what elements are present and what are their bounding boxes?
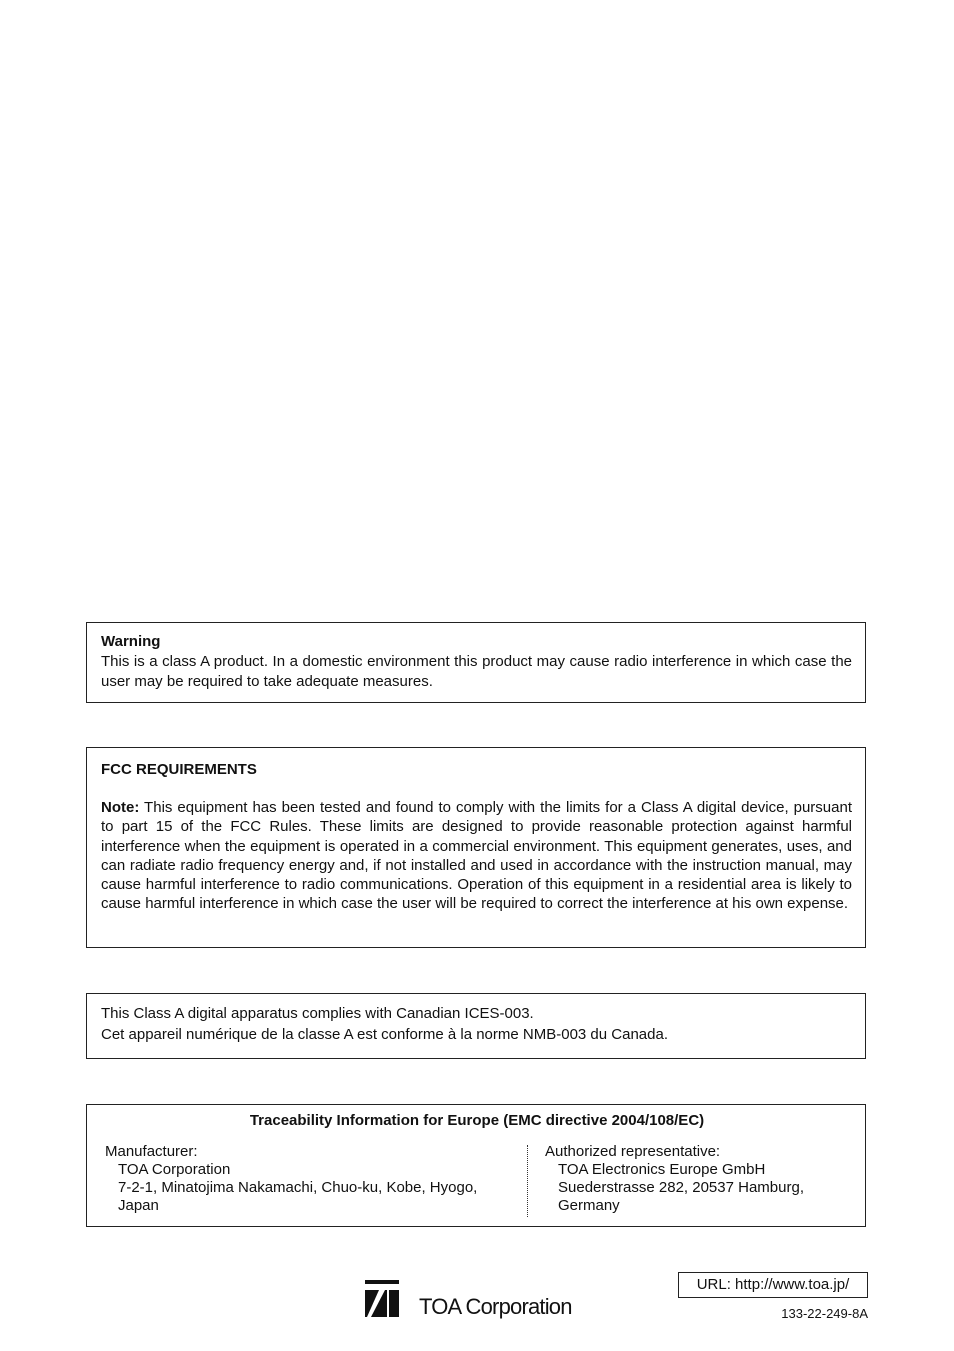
- representative-address-line1: Suederstrasse 282, 20537 Hamburg,: [558, 1179, 804, 1196]
- manufacturer-name: TOA Corporation: [118, 1161, 231, 1178]
- warning-title: Warning: [101, 633, 161, 650]
- manufacturer-address-line2: Japan: [118, 1197, 159, 1214]
- toa-logo-icon: [365, 1280, 399, 1318]
- canada-compliance-box: [86, 993, 866, 1059]
- manufacturer-label: Manufacturer:: [105, 1143, 198, 1160]
- canada-line-en: This Class A digital apparatus complies with Canadian ICES-003.: [101, 1005, 534, 1022]
- logo-text: TOA Corporation: [419, 1294, 572, 1319]
- warning-box: [86, 622, 866, 703]
- fcc-note-label: Note:: [101, 799, 140, 817]
- traceability-box: [86, 1104, 866, 1227]
- canada-line-fr: Cet appareil numérique de la classe A est conforme à la norme NMB-003 du Canada.: [101, 1025, 668, 1043]
- representative-column: [545, 1143, 845, 1215]
- fcc-note-text: This equipment has been tested and found to comply with the limits for a Class A digital device, pursuant to part 15 of the FCC Rules. These limits are designed to provide reasonable protection against harmful interference when the equipment is operated in a commercial environment. This equipment generates, uses, and can radiate radio frequency energy and, if not installed and used in accordance with the instruction manual, may cause harmful interference to radio communications. Operation of this equipment in a residential area is likely to cause harmful interference in which case the user will be required to correct the interference at his own expense.: [101, 799, 852, 913]
- url-box: URL: http://www.toa.jp/: [678, 1272, 868, 1298]
- traceability-divider: [527, 1145, 528, 1217]
- manufacturer-address-line1: 7-2-1, Minatojima Nakamachi, Chuo-ku, Kobe, Hyogo,: [118, 1179, 478, 1196]
- toa-logo: [365, 1280, 605, 1320]
- document-code: 133-22-249-8A: [781, 1306, 868, 1321]
- fcc-note: [101, 798, 852, 913]
- representative-label: Authorized representative:: [545, 1143, 721, 1160]
- representative-name: TOA Electronics Europe GmbH: [558, 1161, 766, 1178]
- fcc-requirements-box: [86, 747, 866, 948]
- warning-text: This is a class A product. In a domestic environment this product may cause radio interference in which case the user may be required to take adequate measures.: [101, 653, 852, 690]
- fcc-title: FCC REQUIREMENTS: [101, 761, 257, 778]
- representative-address-line2: Germany: [558, 1197, 620, 1214]
- manufacturer-column: [105, 1143, 515, 1215]
- traceability-title: Traceability Information for Europe (EMC directive 2004/108/EC): [249, 1112, 705, 1129]
